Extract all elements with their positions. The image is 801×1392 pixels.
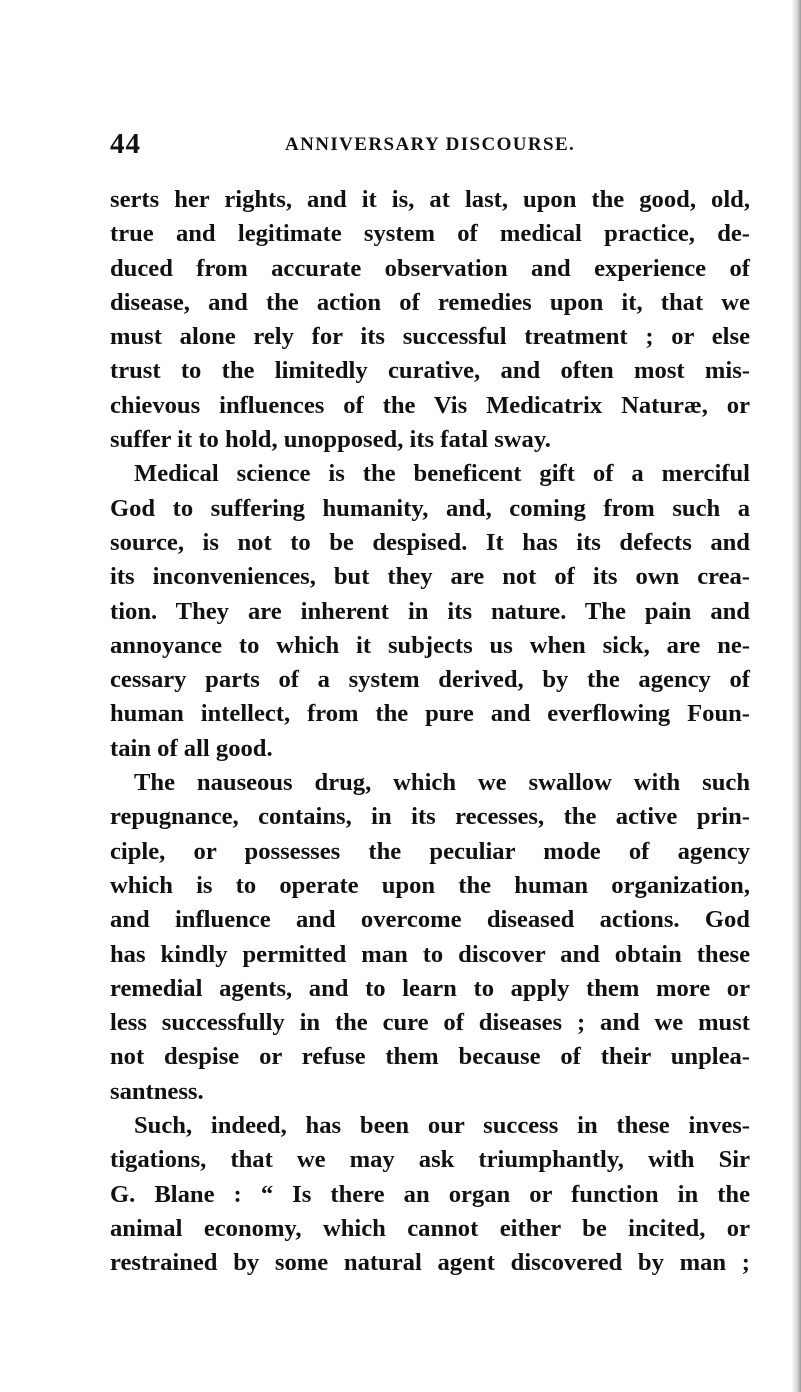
text-line: remedial agents, and to learn to apply them more or [110,974,750,1002]
text-line: God to suffering humanity, and, coming from such a [110,494,750,522]
page-header [110,128,750,168]
text-line: tion. They are inherent in its nature. The pain and [110,597,750,625]
text-line: tigations, that we may ask triumphantly, with Sir [110,1146,750,1174]
text-line: ciple, or possesses the peculiar mode of agency [110,837,750,865]
text-line: annoyance to which it subjects us when sick, are ne- [110,631,750,659]
text-line: not despise or refuse them because of their unplea- [110,1043,750,1071]
text-line: The nauseous drug, which we swallow with such [134,769,750,797]
text-line: less successfully in the cure of diseases ; and we must [110,1009,750,1037]
text-line: restrained by some natural agent discovered by man ; [110,1249,750,1277]
running-head: ANNIVERSARY DISCOURSE. [285,134,576,155]
text-line: source, is not to be despised. It has its defects and [110,528,750,556]
text-line: santness. [110,1077,204,1105]
page-number: 44 [110,128,141,160]
text-line: human intellect, from the pure and everflowing Foun- [110,700,750,728]
body-text [110,183,750,1281]
text-line: trust to the limitedly curative, and often most mis- [110,357,750,385]
text-line: must alone rely for its successful treatment ; or else [110,323,750,351]
text-line: cessary parts of a system derived, by the agency of [110,666,750,694]
text-line: duced from accurate observation and experience of [110,254,750,282]
text-line: suffer it to hold, unopposed, its fatal sway. [110,426,551,454]
text-line: tain of all good. [110,734,273,762]
text-line: has kindly permitted man to discover and obtain these [110,940,750,968]
text-line: Medical science is the beneficent gift of a merciful [134,460,750,488]
text-line: G. Blane : “ Is there an organ or function in the [110,1180,750,1208]
text-line: Such, indeed, has been our success in these inves- [134,1112,750,1140]
text-line: repugnance, contains, in its recesses, the active prin- [110,803,750,831]
text-line: chievous influences of the Vis Medicatrix Naturæ, or [110,391,750,419]
text-line: its inconveniences, but they are not of its own crea- [110,563,750,591]
text-line: serts her rights, and it is, at last, upon the good, old, [110,186,750,213]
text-line: disease, and the action of remedies upon it, that we [110,288,750,316]
text-line: and influence and overcome diseased actions. God [110,906,750,934]
text-line: true and legitimate system of medical practice, de- [110,220,750,248]
text-line: which is to operate upon the human organization, [110,871,750,899]
text-line: animal economy, which cannot either be incited, or [110,1214,750,1242]
scan-edge-shadow [791,0,801,1392]
